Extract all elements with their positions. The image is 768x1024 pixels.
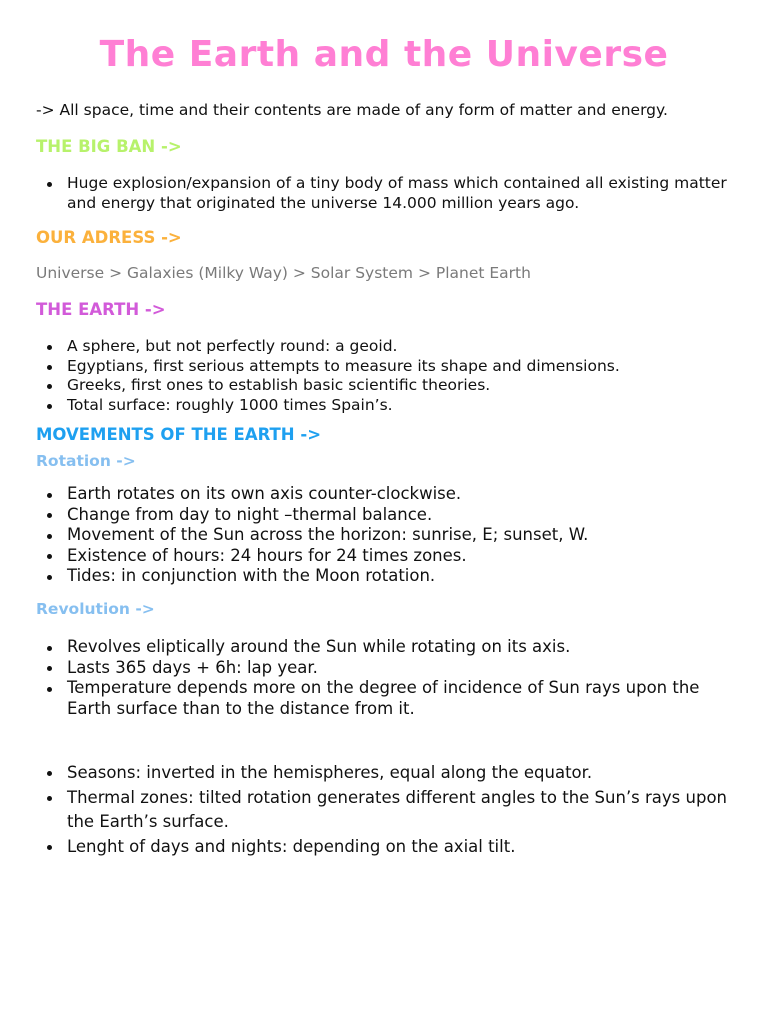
revolution-list	[36, 637, 736, 719]
list-item: Lenght of days and nights: depending on the axial tilt.	[36, 835, 736, 860]
movements-heading: MOVEMENTS OF THE EARTH ->	[36, 425, 322, 444]
list-item: Egyptians, first serious attempts to measure its shape and dimensions.	[36, 357, 736, 377]
list-item: Huge explosion/expansion of a tiny body of mass which contained all existing matter and energy that originated the universe 14.000 million years ago.	[36, 174, 736, 213]
revolution-heading: Revolution ->	[36, 600, 155, 618]
list-item: Lasts 365 days + 6h: lap year.	[36, 658, 736, 679]
list-item: Tides: in conjunction with the Moon rotation.	[36, 566, 736, 587]
earth-list	[36, 337, 736, 415]
list-item: Movement of the Sun across the horizon: sunrise, E; sunset, W.	[36, 525, 736, 546]
list-item: Change from day to night –thermal balance.	[36, 505, 736, 526]
rotation-heading: Rotation ->	[36, 452, 136, 470]
address-path: Universe > Galaxies (Milky Way) > Solar System > Planet Earth	[36, 264, 531, 282]
list-item: Seasons: inverted in the hemispheres, equal along the equator.	[36, 761, 736, 786]
page-title: The Earth and the Universe	[99, 34, 669, 75]
list-item: Temperature depends more on the degree of incidence of Sun rays upon the Earth surface than to the distance from it.	[36, 678, 736, 719]
list-item: A sphere, but not perfectly round: a geoid.	[36, 337, 736, 357]
list-item: Total surface: roughly 1000 times Spain’s.	[36, 396, 736, 416]
list-item: Thermal zones: tilted rotation generates different angles to the Sun’s rays upon the Earth’s surface.	[36, 786, 736, 835]
big-bang-heading: THE BIG BAN ->	[36, 137, 182, 156]
big-bang-list	[36, 174, 736, 213]
address-heading: OUR ADRESS ->	[36, 228, 182, 247]
list-item: Greeks, first ones to establish basic scientific theories.	[36, 376, 736, 396]
earth-heading: THE EARTH ->	[36, 300, 166, 319]
rotation-list	[36, 484, 736, 587]
list-item: Earth rotates on its own axis counter-clockwise.	[36, 484, 736, 505]
intro-text: -> All space, time and their contents are made of any form of matter and energy.	[36, 101, 668, 119]
list-item: Revolves eliptically around the Sun while rotating on its axis.	[36, 637, 736, 658]
list-item: Existence of hours: 24 hours for 24 times zones.	[36, 546, 736, 567]
revolution-extra-list	[36, 761, 736, 859]
